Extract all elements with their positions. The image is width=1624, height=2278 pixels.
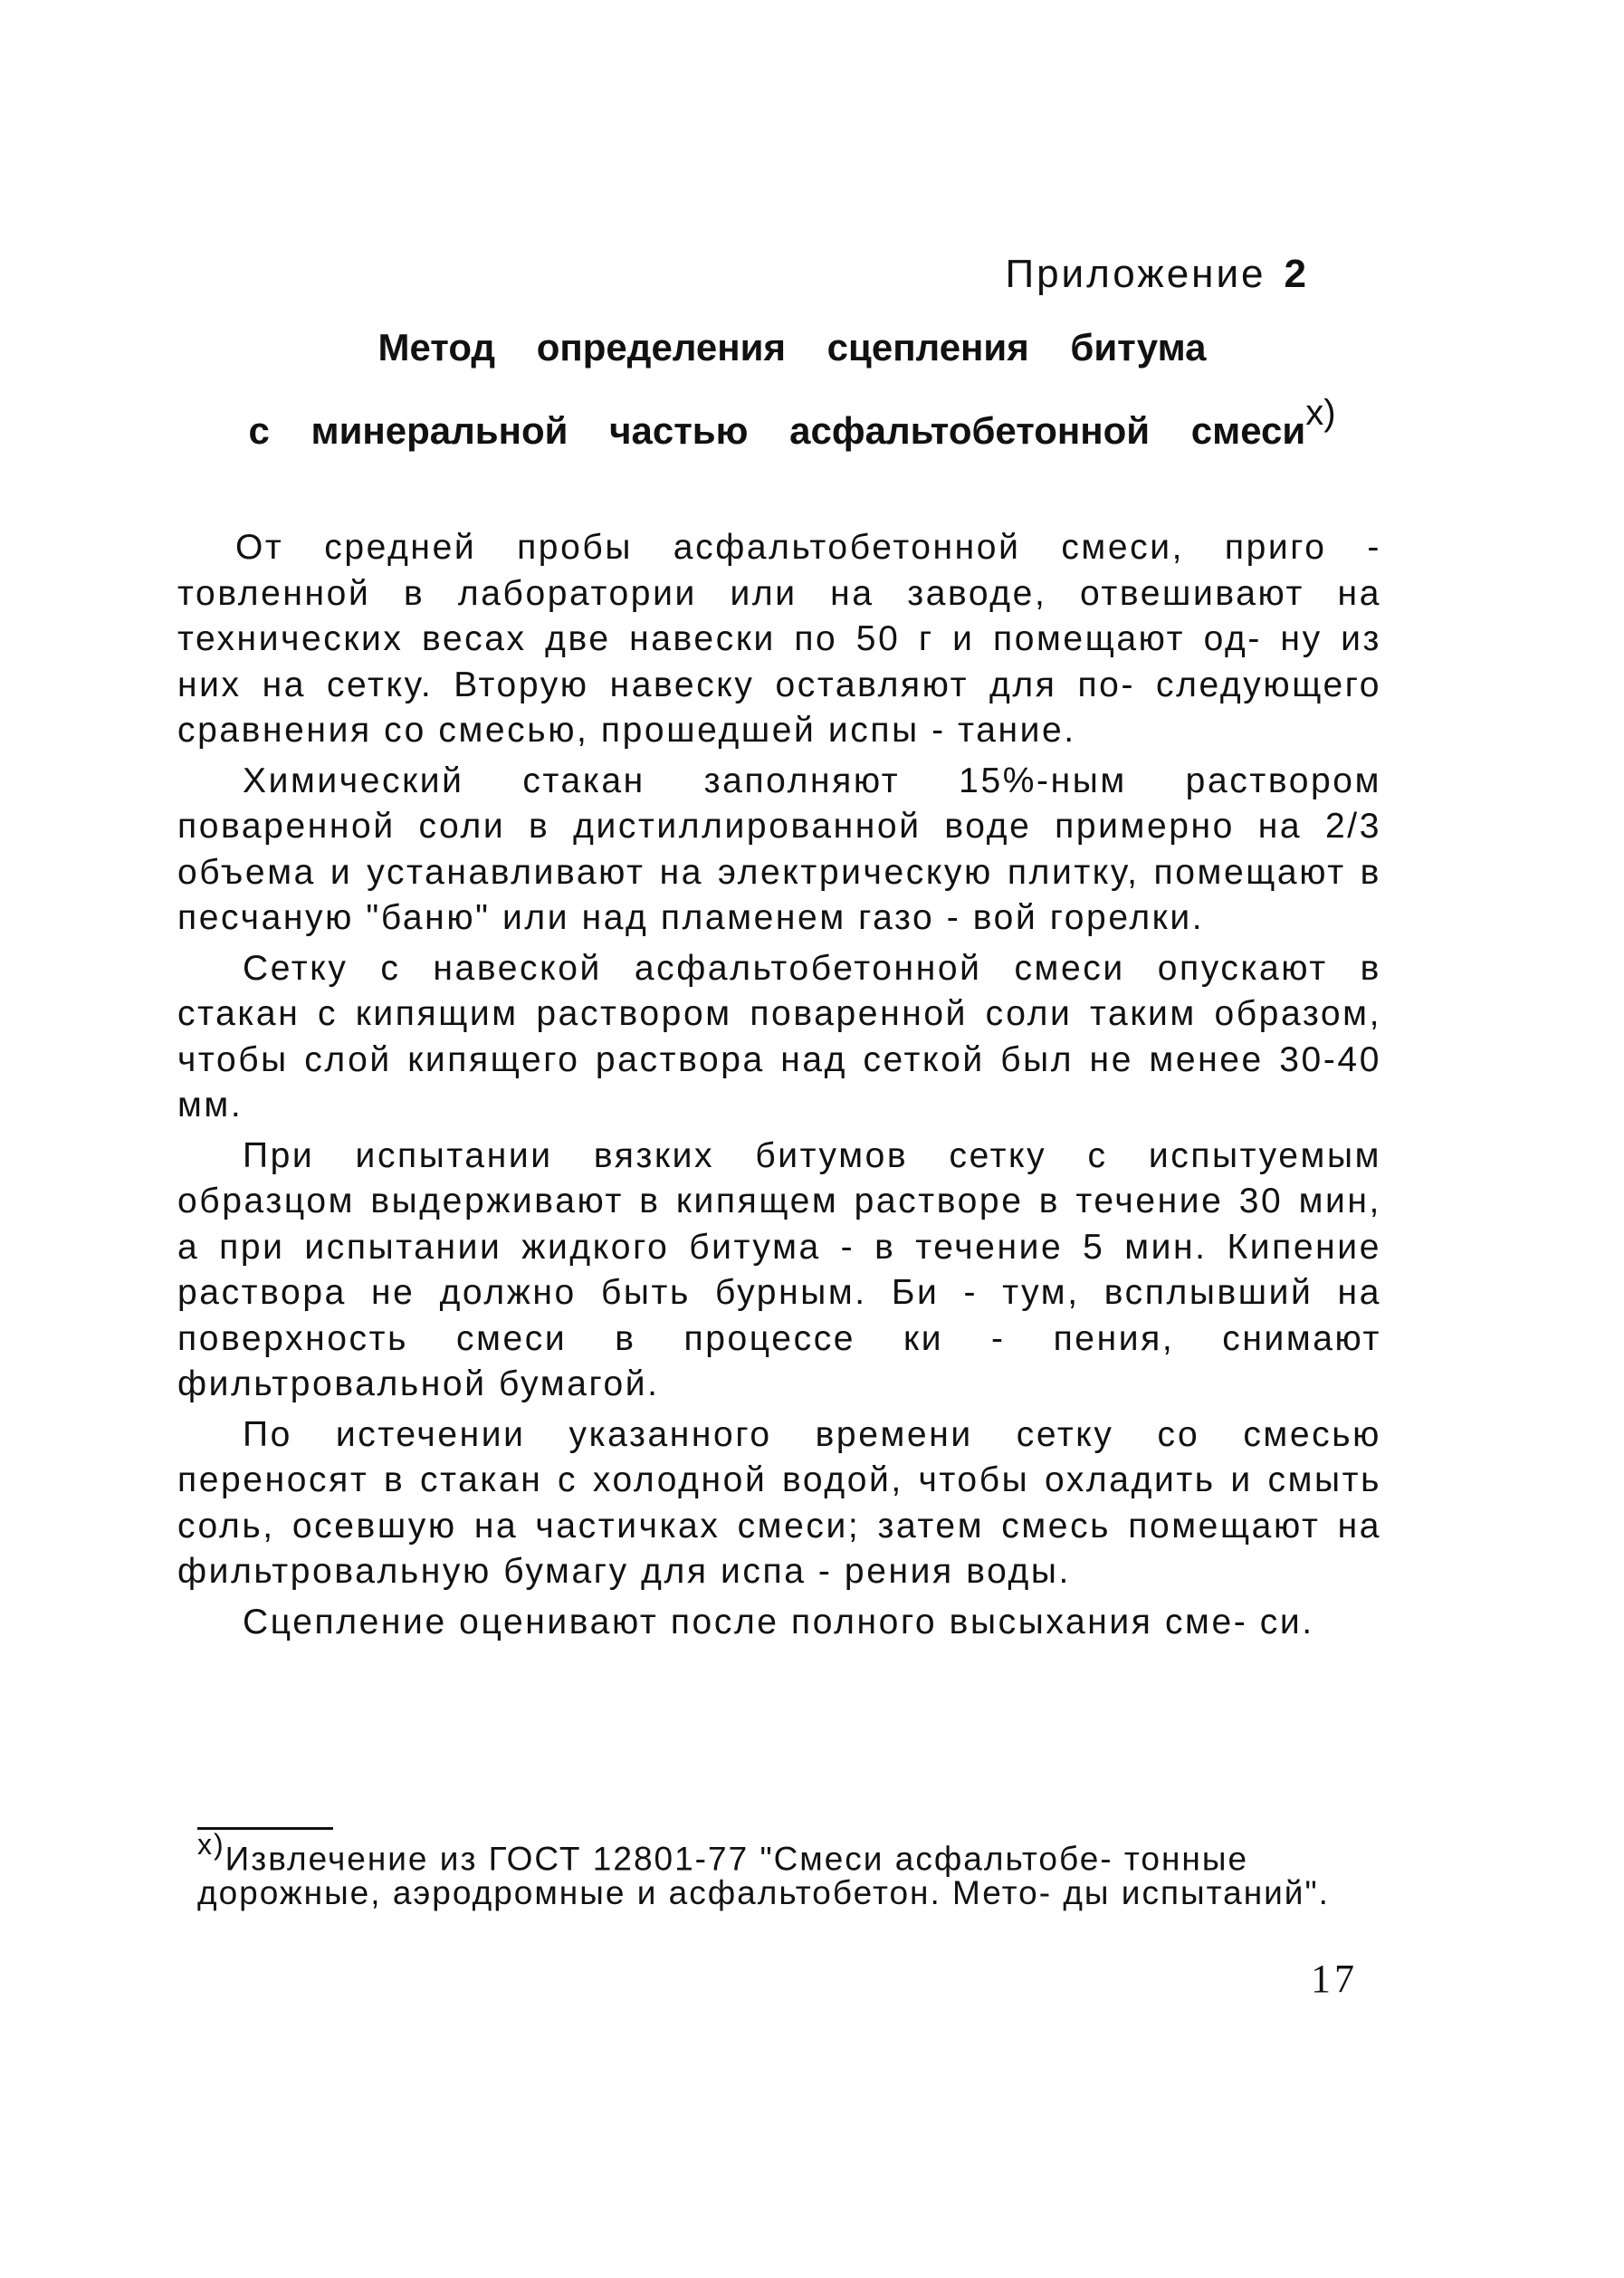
paragraph-6: Сцепление оценивают после полного высыхания сме- си. xyxy=(243,1602,1314,1642)
document-title-line-1: Метод определения сцепления битума xyxy=(377,326,1207,368)
paragraph-3: Сетку с навеской асфальтобетонной смеси опускают в стакан с кипящим раствором поваренной соли таким образом, чтобы слой кипящего раствора над сеткой был не менее 30-40 мм. xyxy=(177,948,1381,1125)
title-footnote-marker: х) xyxy=(1305,393,1336,433)
footnote xyxy=(197,1828,1385,1912)
footnote-marker: х) xyxy=(197,1828,225,1861)
paragraph-1: От средней пробы асфальтобетонной смеси, приго - товленной в лаборатории или на заводе, отвешивают на технических весах две навески по 50 г и помещают од- ну из них на сетку. Вторую навеску оставляют для по- следующего сравнения со смесью, прошедшей испы - тание. xyxy=(177,528,1381,750)
appendix-label: Приложение xyxy=(1005,252,1266,296)
paragraph-5: По истечении указанного времени сетку со смесью переносят в стакан с холодной водой, чтобы охладить и смыть соль, осевшую на частичках смеси; затем смесь помещают на фильтровальную бумагу для испа - рения воды. xyxy=(177,1414,1381,1591)
appendix-heading xyxy=(1005,252,1309,297)
paragraph-2: Химический стакан заполняют 15%-ным раствором поваренной соли в дистиллированной воде примерно на 2/3 объема и устанавливают на электрическую плитку, помещают в песчаную "баню" или над пламенем газо - вой горелки. xyxy=(177,761,1381,937)
footnote-text: Извлечение из ГОСТ 12801-77 "Смеси асфальтобе- тонные дорожные, аэродромные и асфальтобетон. Мето- ды испытаний". xyxy=(197,1840,1330,1912)
document-title-line-2 xyxy=(226,393,1358,453)
appendix-number: 2 xyxy=(1284,252,1309,296)
body-text xyxy=(177,525,1381,1650)
document-title-line-2-text: с минеральной частью асфальтобетонной смеси xyxy=(248,409,1306,452)
page-number: 17 xyxy=(1311,1957,1358,2001)
paragraph-4: При испытании вязких битумов сетку с испытуемым образцом выдерживают в кипящем растворе в течение 30 мин, а при испытании жидкого битума - в течение 5 мин. Кипение раствора не должно быть бурным. Би - тум, всплывший на поверхность смеси в процессе ки - пения, снимают фильтровальной бумагой. xyxy=(177,1135,1381,1403)
